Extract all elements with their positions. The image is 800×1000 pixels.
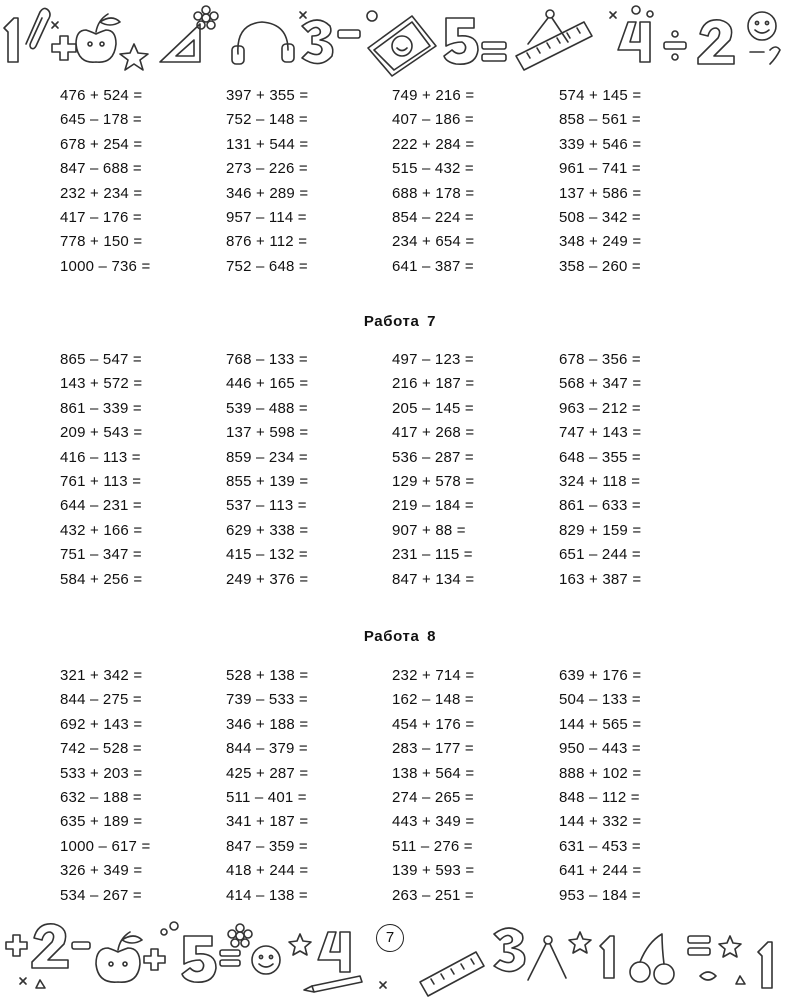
star-icon-3 [719,936,741,957]
section-title-work-8: Работа 8 [363,628,437,645]
exercise: 321 + 342 = [60,667,143,684]
digit-three-doodle [494,928,525,972]
exercise: 1000 – 617 = [60,837,151,855]
exercise: 768 – 133 = [226,351,308,368]
exercise: 324 + 118 = [559,472,641,490]
top-doodle-border [0,0,800,78]
exercise-row [0,423,800,447]
exercise: 219 – 184 = [392,497,474,515]
flower-icon [228,924,252,947]
exercise-row [0,110,800,134]
star-icon [289,934,311,955]
exercise-row [0,472,800,496]
exercise: 418 + 244 = [226,862,309,880]
digit-three-doodle [302,20,333,64]
set-square-icon [160,24,200,62]
exercise: 497 – 123 = [392,351,474,368]
exercise: 859 – 234 = [226,448,308,466]
exercise-grid [0,350,800,594]
exercise: 739 – 533 = [226,691,308,709]
exercise: 574 + 145 = [559,87,642,104]
exercise: 688 + 178 = [392,184,475,202]
exercise: 476 + 524 = [60,87,143,104]
exercise: 961 – 741 = [559,160,641,178]
exercise: 848 – 112 = [559,788,640,806]
exercise: 339 + 546 = [559,135,642,153]
exercise: 417 + 268 = [392,424,475,442]
exercise: 953 – 184 = [559,886,641,904]
exercise: 348 + 249 = [559,233,642,251]
exercise-row [0,545,800,569]
exercise: 639 + 176 = [559,667,642,684]
exercise-row [0,208,800,232]
pencil-icon [304,976,362,992]
exercise-row [0,666,800,690]
exercise: 742 – 528 = [60,740,142,758]
exercise: 205 – 145 = [392,399,474,417]
exercise: 678 – 356 = [559,351,641,368]
banknote-icon [368,16,436,76]
exercise-row [0,496,800,520]
ruler-icon [420,952,484,996]
exercise: 222 + 284 = [392,135,475,153]
exercise: 778 + 150 = [60,233,143,251]
exercise-row [0,715,800,739]
exercise-row [0,350,800,374]
exercise: 950 – 443 = [559,740,641,758]
exercise: 137 + 598 = [226,424,309,442]
ruler-icon [516,22,592,70]
star-icon-2 [569,932,591,953]
exercise-row [0,135,800,159]
star-icon [120,44,148,70]
exercise: 678 + 254 = [60,135,143,153]
exercise: 907 + 88 = [392,521,466,539]
exercise-row [0,812,800,836]
exercise-row [0,257,800,281]
plus-doodle [6,935,27,956]
exercise: 216 + 187 = [392,375,475,393]
exercise: 144 + 332 = [559,813,642,831]
exercise-row [0,232,800,256]
exercise: 539 – 488 = [226,399,308,417]
exercise: 515 – 432 = [392,160,474,178]
exercise-row [0,886,800,910]
exercise-row [0,86,800,110]
exercise: 346 + 289 = [226,184,309,202]
exercise: 232 + 234 = [60,184,143,202]
exercise: 432 + 166 = [60,521,143,539]
exercise: 162 – 148 = [392,691,474,709]
section-exercises-2 [0,350,800,594]
exercise: 358 – 260 = [559,257,641,275]
exercise: 232 + 714 = [392,667,475,684]
exercise: 749 + 216 = [392,87,475,104]
exercise-row [0,159,800,183]
divide-doodle [664,31,686,60]
exercise: 847 – 688 = [60,160,142,178]
exercise: 752 – 148 = [226,111,308,129]
exercise-row [0,788,800,812]
exercise: 415 – 132 = [226,546,308,564]
exercise: 829 + 159 = [559,521,642,539]
exercise-row [0,374,800,398]
exercise: 443 + 349 = [392,813,475,831]
exercise: 629 + 338 = [226,521,309,539]
equals-doodle-2 [688,936,710,955]
exercise: 876 + 112 = [226,233,308,251]
exercise: 644 – 231 = [60,497,142,515]
exercise: 858 – 561 = [559,111,641,129]
exercise: 865 – 547 = [60,351,142,368]
exercise: 533 + 203 = [60,764,143,782]
exercise: 855 + 139 = [226,472,309,490]
exercise: 963 – 212 = [559,399,641,417]
exercise: 508 – 342 = [559,208,641,226]
plus-doodle [52,36,76,60]
exercise: 651 – 244 = [559,546,641,564]
exercise: 957 – 114 = [226,208,307,226]
exercise: 454 + 176 = [392,715,475,733]
exercise: 129 + 578 = [392,472,475,490]
exercise: 511 – 401 = [226,788,307,806]
paperclip-icon [26,8,50,48]
exercise: 692 + 143 = [60,715,143,733]
page-number: 7 [376,924,404,952]
exercise-row [0,521,800,545]
digit-five-doodle [182,936,216,982]
exercise: 645 – 178 = [60,111,142,129]
exercise: 234 + 654 = [392,233,475,251]
exercise-row [0,184,800,208]
exercise: 326 + 349 = [60,862,143,880]
exercise: 407 – 186 = [392,111,474,129]
exercise-row [0,861,800,885]
exercise-grid [0,666,800,910]
flower-icon [194,6,218,29]
exercise: 847 – 359 = [226,837,308,855]
exercise: 341 + 187 = [226,813,309,831]
exercise: 274 – 265 = [392,788,474,806]
apple-icon [76,14,120,62]
digit-two-doodle [698,20,734,64]
exercise: 584 + 256 = [60,570,143,588]
exercise: 139 + 593 = [392,862,475,880]
exercise-row [0,764,800,788]
exercise: 273 – 226 = [226,160,308,178]
exercise: 528 + 138 = [226,667,309,684]
exercise: 231 – 115 = [392,546,473,564]
section-exercises-3 [0,666,800,910]
exercise: 511 – 276 = [392,837,473,855]
exercise: 1000 – 736 = [60,257,151,275]
exercise: 425 + 287 = [226,764,309,782]
exercise: 209 + 543 = [60,424,143,442]
exercise: 446 + 165 = [226,375,309,393]
exercise: 568 + 347 = [559,375,642,393]
exercise: 844 – 275 = [60,691,142,709]
equals-doodle [220,950,240,966]
exercise: 854 – 224 = [392,208,474,226]
smiley-face-icon [252,946,280,974]
exercise: 346 + 188 = [226,715,309,733]
exercise-row [0,690,800,714]
digit-two-doodle [32,924,68,968]
plus-doodle-2 [144,949,165,970]
exercise: 641 + 244 = [559,862,642,880]
apple-icon [96,932,142,982]
exercise: 416 – 113 = [60,448,141,466]
digit-one-doodle-2 [758,942,772,988]
exercise: 397 + 355 = [226,87,309,104]
exercise: 847 + 134 = [392,570,475,588]
exercise: 263 – 251 = [392,886,474,904]
exercise: 888 + 102 = [559,764,642,782]
minus-doodle [72,942,90,949]
exercise-row [0,448,800,472]
exercise: 138 + 564 = [392,764,475,782]
exercise-row [0,837,800,861]
headphones-icon [232,22,294,64]
digit-four-doodle [318,932,350,972]
equals-doodle [482,42,506,61]
exercise: 648 – 355 = [559,448,641,466]
exercise-grid [0,86,800,281]
exercise: 635 + 189 = [60,813,143,831]
exercise: 417 – 176 = [60,208,142,226]
exercise: 747 + 143 = [559,424,642,442]
bottom-doodle-border [0,912,800,1000]
exercise: 163 + 387 = [559,570,642,588]
exercise: 861 – 633 = [559,497,641,515]
exercise: 751 – 347 = [60,546,142,564]
exercise: 752 – 648 = [226,257,308,275]
exercise: 761 + 113 = [60,472,142,490]
exercise: 861 – 339 = [60,399,142,417]
digit-five-doodle [444,18,478,64]
exercise: 537 – 113 = [226,497,307,515]
exercise: 534 – 267 = [60,886,142,904]
exercise-row [0,570,800,594]
exercise-row [0,399,800,423]
section-exercises-1 [0,86,800,281]
exercise: 283 – 177 = [392,740,474,758]
cherries-icon [630,934,674,984]
exercise: 844 – 379 = [226,740,308,758]
exercise: 536 – 287 = [392,448,474,466]
compass-icon [528,936,566,980]
minus-doodle [338,11,377,38]
digit-one-doodle [4,18,18,62]
exercise: 249 + 376 = [226,570,309,588]
exercise-row [0,739,800,763]
section-title-work-7: Работа 7 [363,313,437,330]
exercise: 414 – 138 = [226,886,308,904]
exercise: 137 + 586 = [559,184,642,202]
exercise: 131 + 544 = [226,135,309,153]
exercise: 641 – 387 = [392,257,474,275]
smiley-face-icon [748,12,776,40]
exercise: 631 – 453 = [559,837,641,855]
compass-icon [528,10,568,44]
digit-one-doodle [600,936,614,978]
exercise: 143 + 572 = [60,375,143,393]
digit-four-doodle [618,22,650,62]
exercise: 632 – 188 = [60,788,142,806]
exercise: 504 – 133 = [559,691,641,709]
exercise: 144 + 565 = [559,715,642,733]
